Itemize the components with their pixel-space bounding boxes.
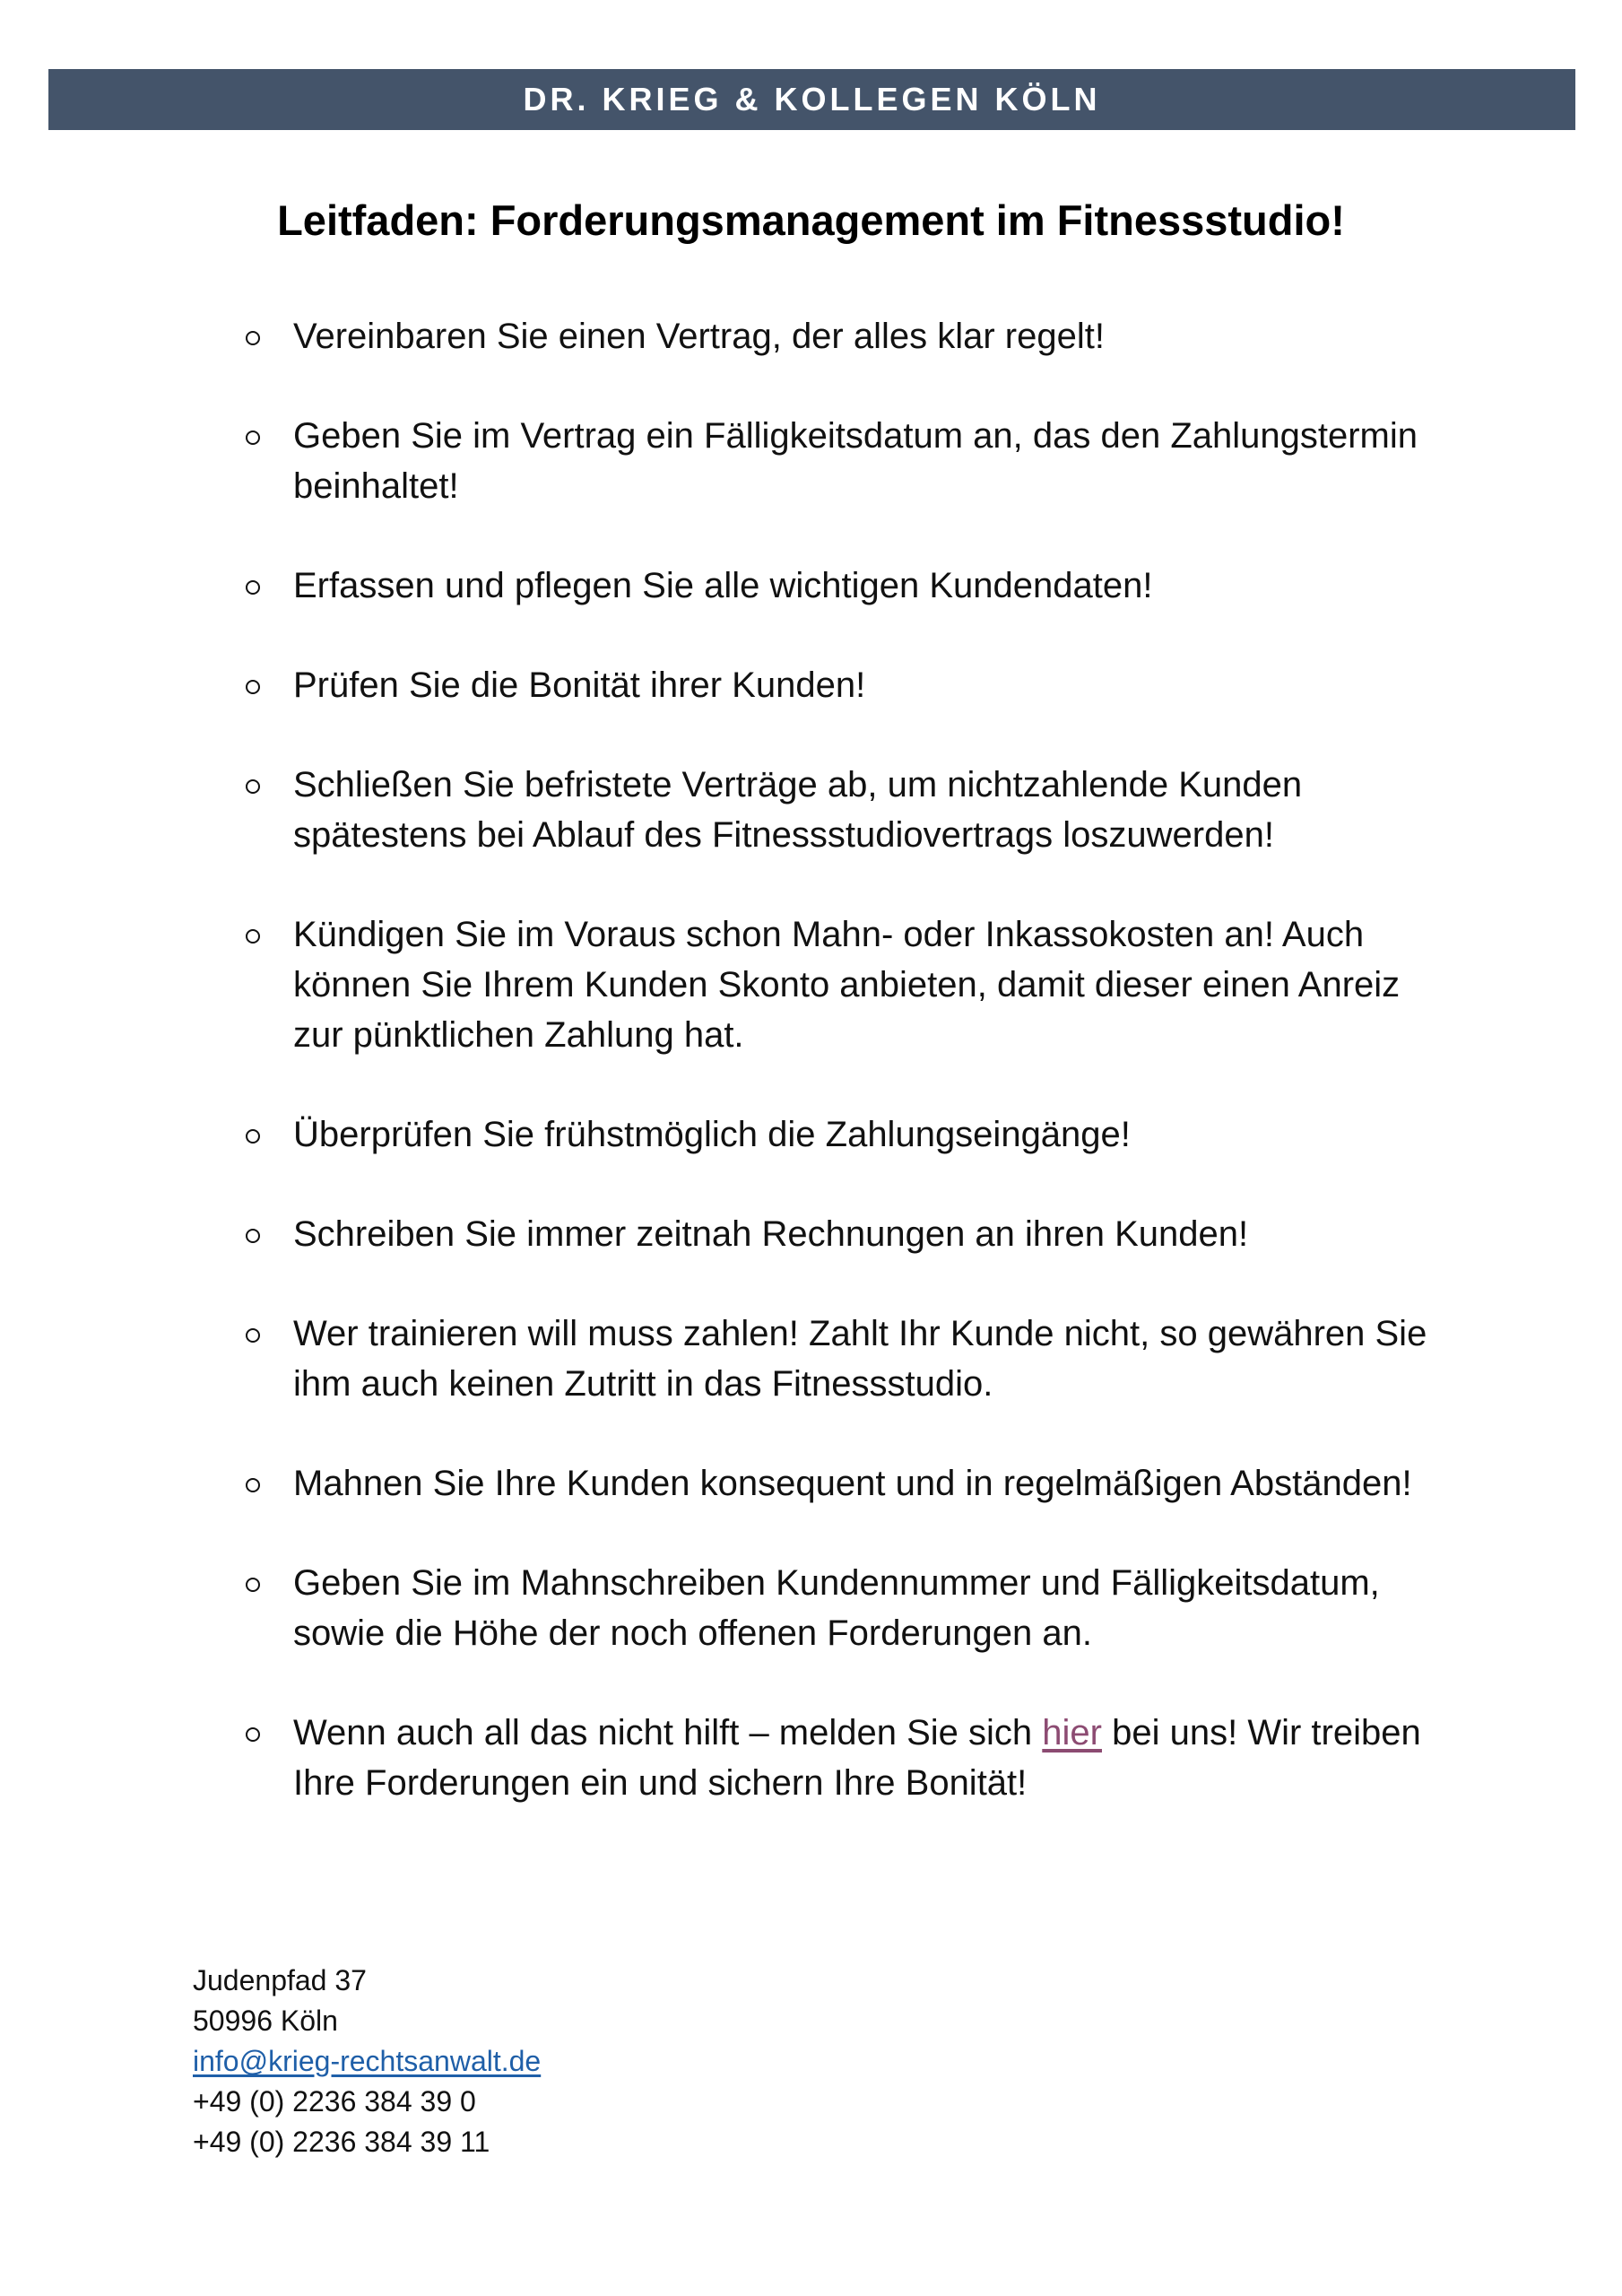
circle-bullet-icon — [246, 331, 260, 345]
list-item-text: Schreiben Sie immer zeitnah Rechnungen an ihren Kunden! — [293, 1214, 1249, 1254]
list-item — [242, 561, 1444, 611]
circle-bullet-icon — [246, 1478, 260, 1492]
list-item — [242, 1309, 1444, 1409]
circle-bullet-icon — [246, 1129, 260, 1144]
circle-bullet-icon — [246, 1229, 260, 1243]
list-item-contact — [242, 1708, 1444, 1808]
footer-street: Judenpfad 37 — [193, 1964, 367, 1996]
circle-bullet-icon — [246, 1727, 260, 1742]
list-item — [242, 411, 1444, 511]
guideline-list — [242, 311, 1444, 1857]
list-item-text: Überprüfen Sie frühstmöglich die Zahlungseingänge! — [293, 1115, 1131, 1154]
page-title: Leitfaden: Forderungsmanagement im Fitnessstudio! — [277, 196, 1345, 244]
list-item-text: Schließen Sie befristete Verträge ab, um nichtzahlende Kunden spätestens bei Ablauf des Fitnessstudiovertrags loszuwerden! — [293, 765, 1303, 855]
header-band — [48, 69, 1575, 130]
list-item — [242, 1458, 1444, 1509]
footer-phone: +49 (0) 2236 384 39 0 — [193, 2085, 476, 2118]
email-link[interactable]: info@krieg-rechtsanwalt.de — [193, 2045, 542, 2077]
contact-here-link[interactable]: hier — [1042, 1713, 1102, 1752]
list-item-text: Erfassen und pflegen Sie alle wichtigen Kundendaten! — [293, 566, 1153, 605]
circle-bullet-icon — [246, 1578, 260, 1592]
list-item-text: Wer trainieren will muss zahlen! Zahlt Ihr Kunde nicht, so gewähren Sie ihm auch keinen Zutritt in das Fitnessstudio. — [293, 1314, 1427, 1404]
circle-bullet-icon — [246, 1328, 260, 1343]
list-item-text: Kündigen Sie im Voraus schon Mahn- oder Inkassokosten an! Auch können Sie Ihrem Kunden Skonto anbieten, damit dieser einen Anreiz zur pünktlichen Zahlung hat. — [293, 915, 1401, 1055]
list-item-text: Vereinbaren Sie einen Vertrag, der alles klar regelt! — [293, 317, 1105, 356]
circle-bullet-icon — [246, 779, 260, 794]
list-item-text: Geben Sie im Mahnschreiben Kundennummer und Fälligkeitsdatum, sowie die Höhe der noch offenen Forderungen an. — [293, 1563, 1380, 1653]
list-item — [242, 1209, 1444, 1259]
list-item — [242, 1558, 1444, 1658]
list-item-text-before-link: Wenn auch all das nicht hilft – melden Sie sich — [293, 1713, 1033, 1752]
circle-bullet-icon — [246, 929, 260, 944]
list-item — [242, 311, 1444, 361]
list-item — [242, 1109, 1444, 1160]
list-item — [242, 909, 1444, 1060]
firm-name: DR. KRIEG & KOLLEGEN KÖLN — [523, 81, 1101, 117]
footer-address — [193, 1961, 541, 2162]
list-item-text: Mahnen Sie Ihre Kunden konsequent und in regelmäßigen Abständen! — [293, 1464, 1412, 1503]
list-item-text-after-link: bei uns! Wir treiben Ihre Forderungen ein und sichern Ihre Bonität! — [293, 1713, 1421, 1803]
footer-city: 50996 Köln — [193, 2005, 338, 2037]
circle-bullet-icon — [246, 430, 260, 445]
list-item — [242, 660, 1444, 710]
circle-bullet-icon — [246, 580, 260, 595]
list-item — [242, 760, 1444, 860]
list-item-text: Prüfen Sie die Bonität ihrer Kunden! — [293, 665, 866, 705]
footer-fax: +49 (0) 2236 384 39 11 — [193, 2126, 490, 2158]
list-item-text: Geben Sie im Vertrag ein Fälligkeitsdatum an, das den Zahlungstermin beinhaltet! — [293, 416, 1418, 506]
circle-bullet-icon — [246, 680, 260, 694]
